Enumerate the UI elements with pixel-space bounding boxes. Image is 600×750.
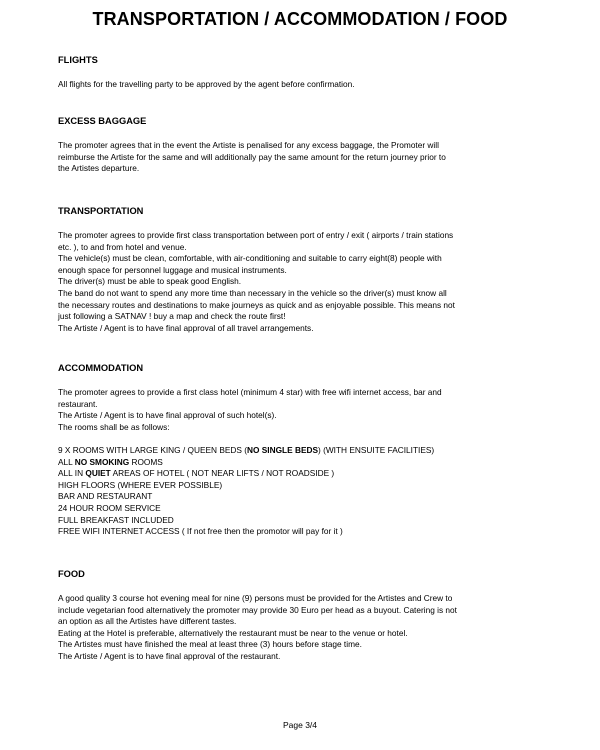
accommodation-heading: ACCOMMODATION: [58, 363, 144, 373]
room-text: ROOMS: [129, 456, 163, 467]
transportation-line: The promoter agrees to provide first class transportation between port of entry / exit ( airports / train stations: [58, 230, 454, 240]
food-body: [58, 593, 558, 663]
transportation-section: [58, 205, 558, 334]
room-requirement: 24 HOUR ROOM SERVICE: [58, 502, 161, 513]
flights-heading: FLIGHTS: [58, 55, 98, 65]
baggage-line: the Artistes departure.: [58, 163, 140, 174]
room-text: ) (WITH ENSUITE FACILITIES): [318, 444, 435, 455]
room-requirement: HIGH FLOORS (WHERE EVER POSSIBLE): [58, 479, 223, 490]
baggage-section: [58, 115, 558, 175]
food-line: The Artiste / Agent is to have final approval of the restaurant.: [58, 650, 281, 661]
transportation-line: etc. ), to and from hotel and venue.: [58, 241, 187, 252]
accommodation-line: restaurant.: [58, 398, 98, 409]
room-requirement: [58, 445, 558, 457]
transportation-line: The vehicle(s) must be clean, comfortable, with air-conditioning and suitable to carry eight(8) people with: [58, 253, 442, 264]
accommodation-line: The Artiste / Agent is to have final approval of such hotel(s).: [58, 410, 277, 421]
food-heading: FOOD: [58, 569, 85, 579]
baggage-body: [58, 140, 558, 175]
food-section: [58, 568, 558, 663]
room-requirement: [58, 457, 558, 469]
room-emphasis: NO SMOKING: [74, 456, 130, 467]
baggage-heading: EXCESS BAGGAGE: [58, 116, 147, 126]
food-line: The Artistes must have finished the meal at least three (3) hours before stage time.: [58, 639, 362, 650]
room-emphasis: QUIET: [85, 468, 111, 479]
transportation-heading: TRANSPORTATION: [58, 206, 144, 216]
room-text: 9 X ROOMS WITH LARGE KING / QUEEN BEDS (: [58, 444, 248, 455]
room-requirement: [58, 468, 558, 480]
room-requirement: FREE WIFI INTERNET ACCESS ( If not free then the promotor will pay for it ): [58, 526, 343, 537]
accommodation-body: [58, 387, 558, 538]
room-requirement: BAR AND RESTAURANT: [58, 491, 153, 502]
accommodation-line: The promoter agrees to provide a first class hotel (minimum 4 star) with free wifi internet access, bar and: [58, 387, 442, 397]
food-line: A good quality 3 course hot evening meal for nine (9) persons must be provided for the Artistes and Crew to: [58, 593, 453, 603]
accommodation-section: [58, 362, 558, 538]
flights-line: All flights for the travelling party to be approved by the agent before confirmation.: [58, 79, 355, 89]
flights-body: [58, 79, 558, 91]
room-text: ALL IN: [58, 468, 86, 479]
room-emphasis: NO SINGLE BEDS: [247, 444, 319, 455]
room-text: AREAS OF HOTEL ( NOT NEAR LIFTS / NOT ROADSIDE ): [110, 468, 335, 479]
transportation-line: enough space for personnel luggage and musical instruments.: [58, 264, 287, 275]
accommodation-line: The rooms shall be as follows:: [58, 421, 170, 432]
food-line: Eating at the Hotel is preferable, alternatively the restaurant must be near to the venue or hotel.: [58, 627, 408, 638]
transportation-line: The band do not want to spend any more time than necessary in the vehicle so the driver(s) must know all: [58, 287, 447, 298]
baggage-line: The promoter agrees that in the event the Artiste is penalised for any excess baggage, the Promoter will: [58, 140, 439, 150]
transportation-line: The Artiste / Agent is to have final approval of all travel arrangements.: [58, 322, 314, 333]
food-line: an option as all the Artistes have different tastes.: [58, 616, 237, 627]
room-text: ALL: [58, 456, 75, 467]
page-title: TRANSPORTATION / ACCOMMODATION / FOOD: [92, 9, 508, 29]
transportation-line: The driver(s) must be able to speak good English.: [58, 276, 242, 287]
transportation-line: just following a SATNAV ! buy a map and check the route first!: [58, 311, 286, 322]
transportation-line: the necessary routes and destinations to make journeys as quick and as enjoyable possible. This means not: [58, 299, 455, 310]
page-number: Page 3/4: [282, 720, 318, 730]
room-requirement: FULL BREAKFAST INCLUDED: [58, 514, 174, 525]
food-line: include vegetarian food alternatively the promoter may provide 30 Euro per head as a buyout. Catering is not: [58, 604, 457, 615]
transportation-body: [58, 230, 558, 334]
baggage-line: reimburse the Artiste for the same and will additionally pay the same amount for the return journey prior to: [58, 151, 446, 162]
flights-section: [58, 54, 558, 91]
